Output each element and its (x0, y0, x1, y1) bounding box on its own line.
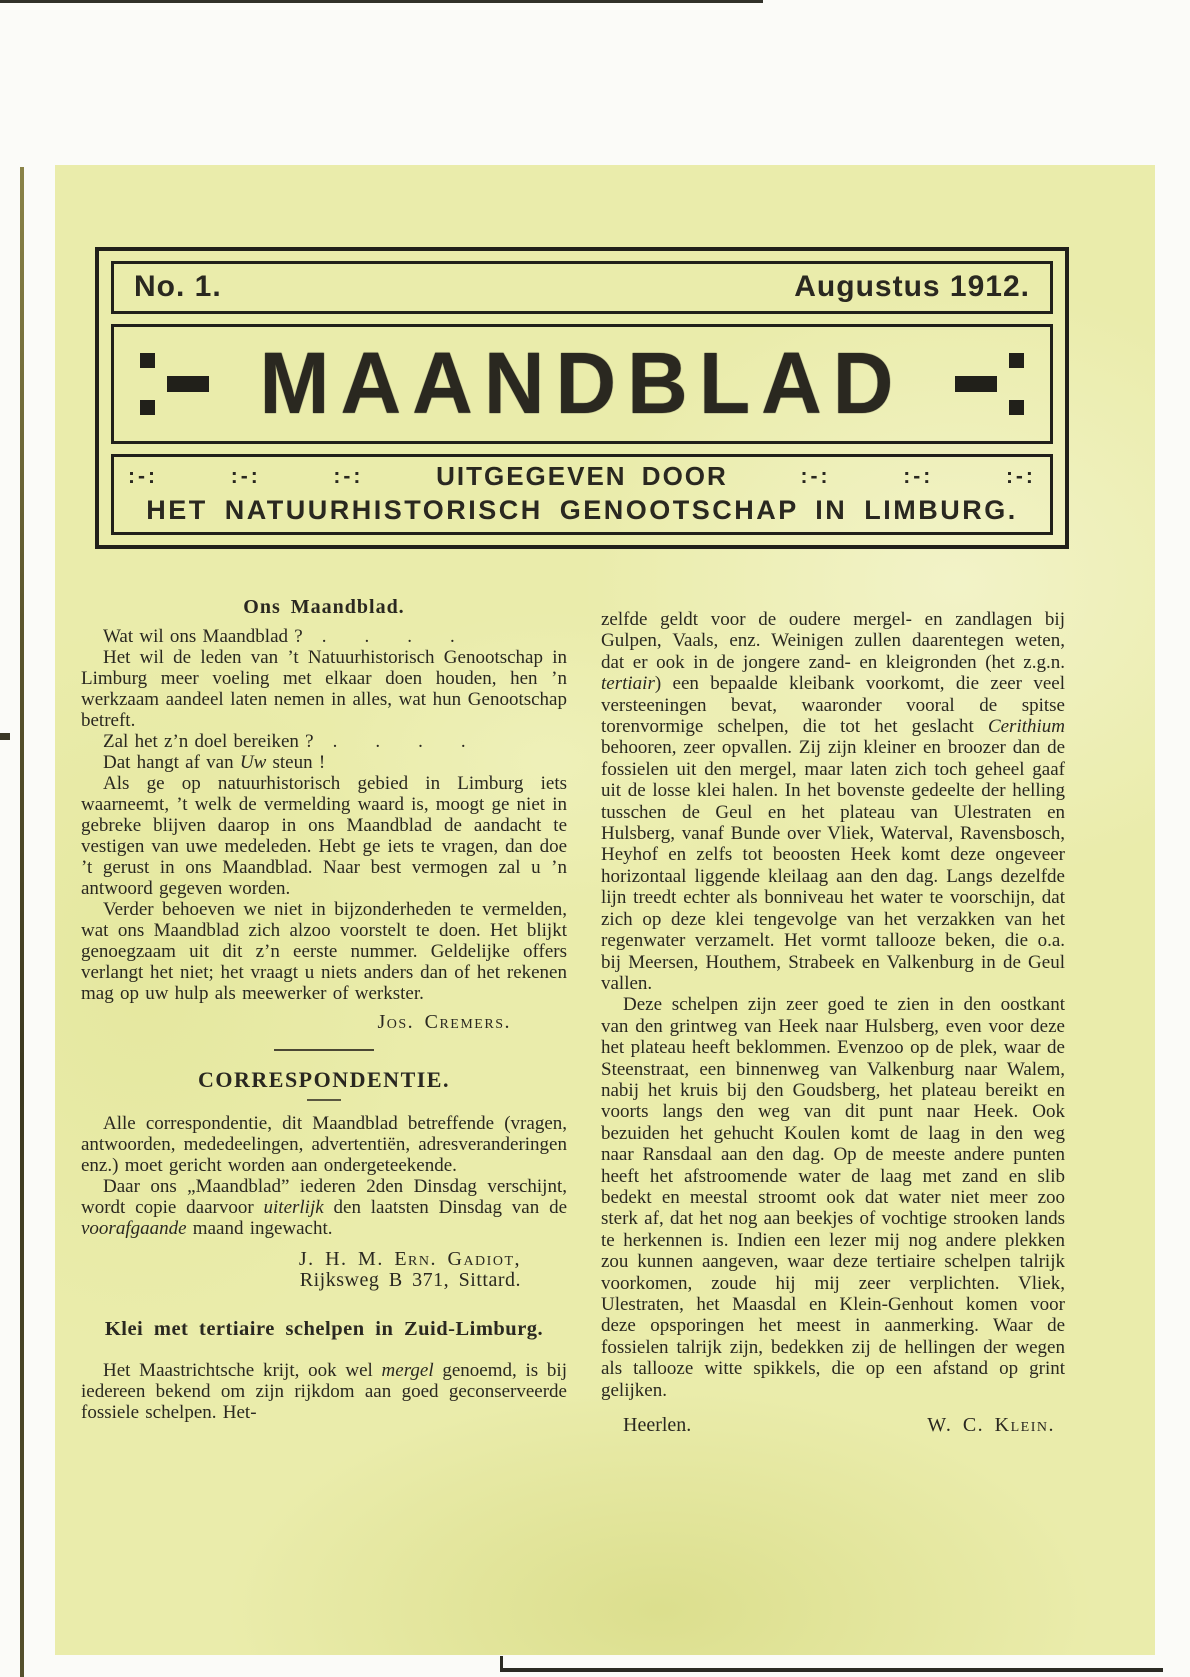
ornament-mark: :-: (128, 464, 158, 488)
publisher-label: UITGEGEVEN DOOR (436, 461, 728, 491)
signature-gadiot-address: Rijksweg B 371, Sittard. (299, 1269, 521, 1291)
scan-top-edge-line (0, 0, 763, 3)
ornament-colon (140, 353, 155, 415)
section-heading-klei: Klei met tertiaire schelpen in Zuid-Limburg. (104, 1318, 544, 1340)
paragraph: Zal het z’n doel bereiken ? . . . . (103, 731, 466, 752)
ornament-mark: :-: (333, 464, 364, 488)
signature-gadiot (81, 1249, 567, 1291)
signature-klein: W. C. Klein. (927, 1414, 1055, 1437)
paragraph: Alle correspondentie, dit Maandblad betreffende (vragen, antwoorden, mededeelingen, advertentiën, adresveranderingen enz.) moet gericht worden aan ondergeteekende. (81, 1113, 567, 1176)
ornament-dash (955, 376, 997, 392)
paragraph: Wat wil ons Maandblad ? . . . . (103, 626, 455, 647)
heading-underline-rule (307, 1099, 341, 1101)
paragraph: Verder behoeven we niet in bijzonderheden te vermelden, wat ons Maandblad zich alzoo voorstelt te doen. Het blijkt genoegzaam uit dit z’n eerste nummer. Geldelijke offers verlangt het niet; het vraagt u niets anders dan of het rekenen mag op uw hulp als meewerker of werkster. (81, 899, 567, 1004)
publisher-box (111, 454, 1053, 535)
paragraph: zelfde geldt voor de oudere mergel- en zandlagen bij Gulpen, Vaals, enz. Weinigen zullen daarentegen weten, dat er ook in de jongere zand- en kleigronden (het z.g.n. tertiair) een bepaalde kleibank voorkomt, die zeer veel versteeningen bevat, waaronder vooral de spitse torenvormige schelpen, die tot het geslacht Cerithium behooren, zeer opvallen. Zij zijn kleiner en broozer dan de fossielen uit den mergel, maar laten zich toch geheel gaaf uit de losse klei halen. In het bovenste gedeelte der helling tusschen de Geul en het plateau van Ulestraten en Hulsberg, vanaf Bunde over Vliek, Waterval, Ravensbosch, Heyhof en zelfs tot beoosten Heek komt deze ongeveer horizontaal liggende kleilaag aan den dag. Langs dezelfde lijn treedt echter als bonniveau het water te voorschijn, dat zich op deze klei tengevolge van het verzakken van het regenwater verzamelt. Het vormt tallooze beken, die o.a. bij Meersen, Houthem, Strabeek en Valkenburg in de Geul vallen. (601, 609, 1065, 994)
ornament-mark: :-: (230, 464, 261, 488)
scan-edge-mark (0, 733, 10, 740)
magazine-page (55, 165, 1155, 1655)
paragraph: Daar ons „Maandblad” iederen 2den Dinsdag verschijnt, wordt copie daarvoor uiterlijk den laatsten Dinsdag van de voorafgaande maand ingewacht. (81, 1176, 568, 1239)
book-spine-edge (20, 167, 24, 1677)
issue-date: Augustus 1912. (794, 270, 1030, 304)
paragraph: Het wil de leden van ’t Natuurhistorisch Genootschap in Limburg meer voeling met elkaar doen houden, hen ’n werkzaam aandeel laten nemen in alles, wat hun Genootschap betreft. (81, 647, 567, 731)
ornament-colon (1009, 353, 1024, 415)
scan-bottom-line (500, 1668, 1163, 1672)
ornament-mark: :-: (903, 464, 934, 488)
section-divider-rule (274, 1049, 374, 1051)
scan-bottom-tick (500, 1656, 503, 1670)
masthead-box (111, 324, 1053, 444)
signature-gadiot-name: J. H. M. Ern. Gadiot, (298, 1248, 521, 1270)
section-heading-correspondentie: CORRESPONDENTIE. (198, 1067, 450, 1092)
issue-date-bar (111, 261, 1053, 314)
masthead-title: MAANDBLAD (259, 334, 905, 433)
article-footer (601, 1415, 1065, 1436)
publisher-name: HET NATUURHISTORISCH GENOOTSCHAP IN LIMBURG. (146, 495, 1018, 525)
ornament-mark: :-: (800, 464, 831, 488)
paragraph: Het Maastrichtsche krijt, ook wel mergel genoemd, is bij iedereen bekend om zijn rijkdom aan goed geconserveerde fossiele schelpen. Het- (81, 1360, 567, 1423)
masthead-ornament-right (955, 353, 1024, 415)
signature-cremers: Jos. Cremers. (377, 1011, 511, 1033)
ornament-mark: :-: (1005, 464, 1036, 488)
right-column (601, 609, 1065, 1436)
section-heading-ons-maandblad: Ons Maandblad. (243, 596, 405, 618)
ornament-dash (167, 376, 209, 392)
paragraph: Dat hangt af van Uw steun ! (103, 752, 326, 773)
issue-number: No. 1. (134, 270, 222, 304)
masthead-frame (95, 247, 1069, 549)
left-column (81, 597, 567, 1423)
paragraph: Als ge op natuurhistorisch gebied in Limburg iets waarneemt, ’t welk de vermelding waard is, moogt ge niet in gebreke blijven daarop in ons Maandblad de aandacht te vestigen van uwe medeleden. Hebt ge iets te vragen, dan doe ’t gerust in ons Maandblad. Naar best vermogen zal u ’n antwoord gegeven worden. (81, 773, 567, 899)
paragraph: Deze schelpen zijn zeer goed te zien in den oostkant van den grintweg van Heek naar Hulsberg, even voor deze het plateau heeft beklommen. Evenzoo op de plek, waar de Steenstraat, een binnenweg van Valkenburg naar Walem, nabij het kruis bij den Goudsberg, het plateau bereikt en voorts langs den weg van dit punt naar Heek. Ook bezuiden het gehucht Koulen komt de laag in den weg naar Ransdaal aan den dag. Op de meeste andere punten heeft het afstroomende water de laag met zand en slib bedekt en meestal stroomt ook dat water niet meer zoo sterk af, dat het nog aan beekjes of vochtige strooken lands te herkennen is. Indien een lezer mij nog andere plekken zou kunnen aangeven, waar deze tertiaire schelpen talrijk voorkomen, zoude hij mij zeer verplichten. Vliek, Ulestraten, het Maasdal en Klein-Genhout komen voor deze opsporingen het meest in aanmerking. Waar de fossielen talrijk zijn, bedekken zij de hellingen der wegen als tallooze witte spikkels, die op een afstand op grint gelijken. (601, 994, 1065, 1401)
place-name: Heerlen. (623, 1414, 692, 1437)
publisher-line-1 (128, 461, 1036, 492)
masthead-ornament-left (140, 353, 209, 415)
